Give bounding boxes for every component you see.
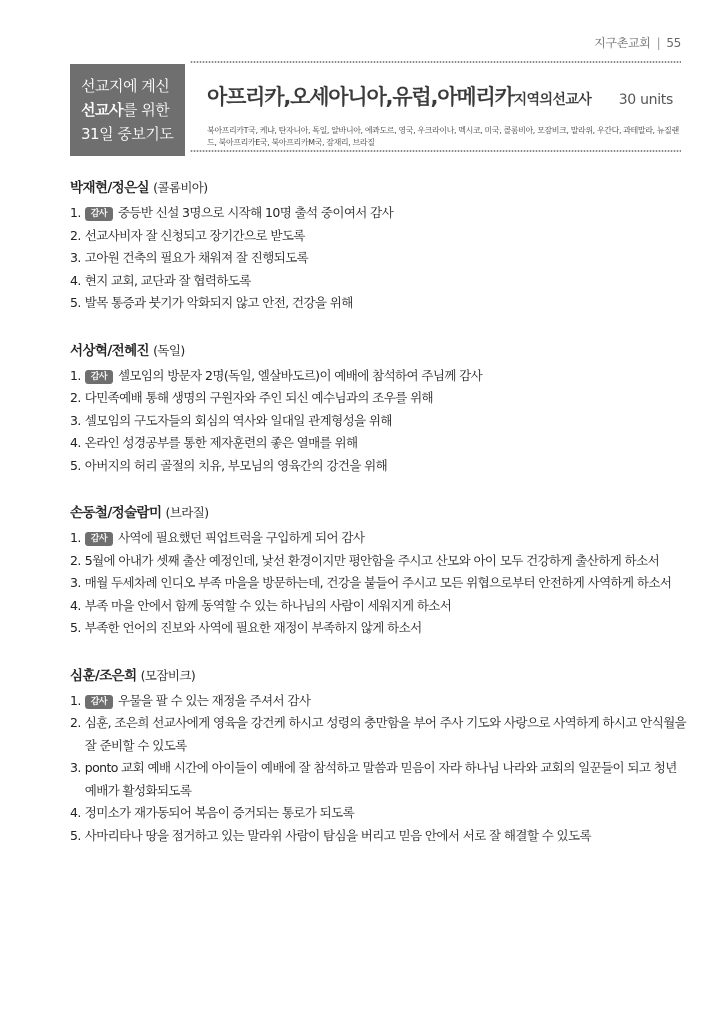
prayer-item-body [85, 550, 690, 573]
prayer-item [70, 202, 690, 225]
prayer-item-number: 4. [70, 435, 81, 450]
prayer-item-body [85, 410, 690, 433]
dotted-rule-bottom [190, 149, 681, 153]
prayer-item-text: 셀모임의 구도자들의 회심의 역사와 일대일 관계형성을 위해 [84, 412, 392, 428]
missionary-name [70, 176, 690, 196]
banner-box [70, 64, 185, 156]
prayer-item-body [85, 292, 690, 315]
missionary-country: (모잠비크) [140, 667, 196, 683]
prayer-item-body [85, 247, 690, 270]
missionary-country: (브라질) [165, 505, 209, 520]
missionary-name [70, 664, 690, 684]
prayer-item-body [85, 825, 690, 848]
banner-line-2 [81, 98, 185, 122]
prayer-item-body [85, 432, 690, 455]
prayer-item [70, 387, 690, 410]
prayer-item [70, 410, 690, 433]
prayer-item-number: 2. [70, 715, 81, 730]
missionary-country: (콜롬비아) [153, 180, 208, 195]
prayer-item-text: 고아원 건축의 필요가 채워져 잘 진행되도록 [84, 250, 309, 265]
prayer-item-number: 5. [70, 827, 81, 843]
prayer-item-text: 심훈, 조은희 선교사에게 영육을 강건케 하시고 성령의 충만함을 부어 주사 기도와 사랑으로 사역하게 하시고 안식월을 잘 준비할 수 있도록 [84, 715, 687, 753]
prayer-item-body [85, 455, 690, 478]
banner-line-2-rest: 를 위한 [122, 101, 170, 119]
church-name: 지구촌교회 [594, 36, 651, 50]
prayer-item [70, 225, 690, 248]
prayer-item-text: 중등반 신설 3명으로 시작해 10명 출석 중이여서 감사 [117, 205, 394, 220]
prayer-item-number: 4. [70, 597, 81, 613]
prayer-item [70, 432, 690, 455]
banner-line-1: 선교지에 계신 [81, 77, 170, 95]
prayer-item [70, 825, 690, 848]
prayer-item [70, 527, 690, 550]
prayer-content [70, 176, 690, 871]
prayer-item-number: 1. [70, 205, 81, 220]
prayer-item-number: 1. [70, 367, 81, 383]
prayer-item-text: 발목 통증과 붓기가 악화되지 않고 안전, 건강을 위해 [84, 295, 353, 310]
prayer-item-text: 선교사비자 잘 신청되고 장기간으로 받도록 [84, 227, 305, 243]
prayer-item [70, 270, 690, 293]
missionary-section [70, 176, 690, 315]
prayer-item-body [85, 202, 690, 225]
prayer-item-body [85, 802, 690, 825]
prayer-item [70, 572, 690, 595]
prayer-item-text: 사역에 필요했던 픽업트럭을 구입하게 되어 감사 [117, 530, 365, 545]
prayer-item-number: 2. [70, 390, 81, 405]
prayer-item-body [85, 572, 690, 595]
missionary-names: 서상혁/전혜진 [70, 342, 149, 359]
page-header [594, 34, 681, 51]
prayer-item-body [85, 690, 690, 713]
prayer-item-number: 3. [70, 575, 81, 590]
thanks-badge: 감사 [85, 532, 113, 546]
prayer-item-body [85, 387, 690, 410]
missionary-names: 박재현/정은실 [70, 180, 149, 196]
missionary-names: 손동철/정술람미 [70, 505, 162, 521]
prayer-item-text: 사마리타나 땅을 점거하고 있는 말라위 사람이 탐심을 버리고 믿음 안에서 서로 잘 해결할 수 있도록 [84, 827, 591, 843]
thanks-badge: 감사 [85, 207, 113, 221]
page-number: 55 [666, 36, 681, 50]
prayer-item [70, 617, 690, 640]
missionary-names: 심훈/조은희 [70, 667, 137, 684]
header-separator: | [656, 36, 661, 50]
prayer-item-text: 매월 두세차례 인디오 부족 마을을 방문하는데, 건강을 붙들어 주시고 모든 위협으로부터 안전하게 사역하게 하소서 [84, 575, 672, 590]
dotted-rule-top [190, 60, 681, 64]
prayer-item-number: 5. [70, 457, 81, 473]
prayer-item-number: 3. [70, 250, 81, 265]
prayer-item-number: 2. [70, 227, 81, 243]
prayer-item-text: 온라인 성경공부를 통한 제자훈련의 좋은 열매를 위해 [84, 435, 358, 450]
missionary-name [70, 339, 690, 359]
region-title-main: 아프리카,오세아니아,유럽,아메리카 [207, 85, 514, 109]
missionary-name [70, 501, 690, 521]
country-list: 북아프리카T국, 케냐, 탄자니아, 독일, 알바니아, 에콰도르, 영국, 우크라이나, 멕시코, 미국, 콜롬비아, 모잠비크, 말라위, 우간다, 과테말라, 뉴질랜드, 북아프리카E국, 북아프리카M국, 잠재리, 브라질 [207, 126, 679, 147]
prayer-item-body [85, 225, 690, 248]
prayer-item-text: 정미소가 재가동되어 복음이 증거되는 통로가 되도록 [84, 805, 355, 820]
prayer-item-number: 5. [70, 295, 81, 310]
missionary-country: (독일) [153, 342, 185, 358]
missionary-section [70, 339, 690, 478]
prayer-item [70, 595, 690, 618]
prayer-item-body [85, 617, 690, 640]
prayer-item-text: 셀모임의 방문자 2명(독일, 엘살바도르)이 예배에 참석하여 주님께 감사 [117, 367, 483, 383]
banner-line-2-bold: 선교사 [81, 101, 123, 119]
region-title [207, 81, 591, 111]
units-count: 30 units [618, 92, 673, 108]
prayer-item-text: 현지 교회, 교단과 잘 협력하도록 [84, 272, 251, 288]
prayer-item-number: 4. [70, 805, 81, 820]
prayer-item [70, 802, 690, 825]
prayer-item-number: 1. [70, 530, 81, 545]
prayer-item-body [85, 270, 690, 293]
prayer-item-number: 3. [70, 412, 81, 428]
prayer-item [70, 455, 690, 478]
thanks-badge: 감사 [85, 695, 113, 709]
prayer-item-text: ponto 교회 예배 시간에 아이들이 예배에 잘 참석하고 말씀과 믿음이 자라 하나님 나라와 교회의 일꾼들이 되고 청년 예배가 활성화되도록 [84, 760, 677, 798]
prayer-item-text: 5월에 아내가 셋째 출산 예정인데, 낯선 환경이지만 평안함을 주시고 산모와 아이 모두 건강하게 출산하게 하소서 [84, 552, 660, 568]
prayer-item-body [85, 527, 690, 550]
region-title-suffix: 지역의선교사 [513, 92, 592, 108]
banner-line-3: 31일 중보기도 [81, 125, 174, 143]
prayer-item [70, 365, 690, 388]
prayer-item [70, 712, 690, 757]
prayer-item-body [85, 712, 690, 757]
prayer-item-text: 아버지의 허리 골절의 치유, 부모님의 영육간의 강건을 위해 [84, 457, 388, 473]
missionary-section [70, 501, 690, 640]
prayer-item-number: 5. [70, 620, 81, 635]
prayer-item [70, 690, 690, 713]
prayer-item-number: 4. [70, 272, 81, 288]
prayer-item [70, 757, 690, 802]
prayer-item-text: 우물을 팔 수 있는 재정을 주셔서 감사 [117, 692, 311, 708]
prayer-item-number: 3. [70, 760, 81, 775]
prayer-item-number: 1. [70, 692, 81, 708]
missionary-section [70, 664, 690, 848]
prayer-item-body [85, 595, 690, 618]
prayer-item-body [85, 757, 690, 802]
prayer-item-text: 부족 마을 안에서 함께 동역할 수 있는 하나님의 사람이 세워지게 하소서 [84, 597, 452, 613]
prayer-item [70, 292, 690, 315]
prayer-item-text: 다민족예배 통해 생명의 구원자와 주인 되신 예수님과의 조우를 위해 [84, 390, 434, 405]
prayer-item-number: 2. [70, 552, 81, 568]
prayer-item-text: 부족한 언어의 진보와 사역에 필요한 재정이 부족하지 않게 하소서 [84, 620, 422, 635]
prayer-item [70, 247, 690, 270]
prayer-item [70, 550, 690, 573]
thanks-badge: 감사 [85, 370, 113, 384]
prayer-item-body [85, 365, 690, 388]
